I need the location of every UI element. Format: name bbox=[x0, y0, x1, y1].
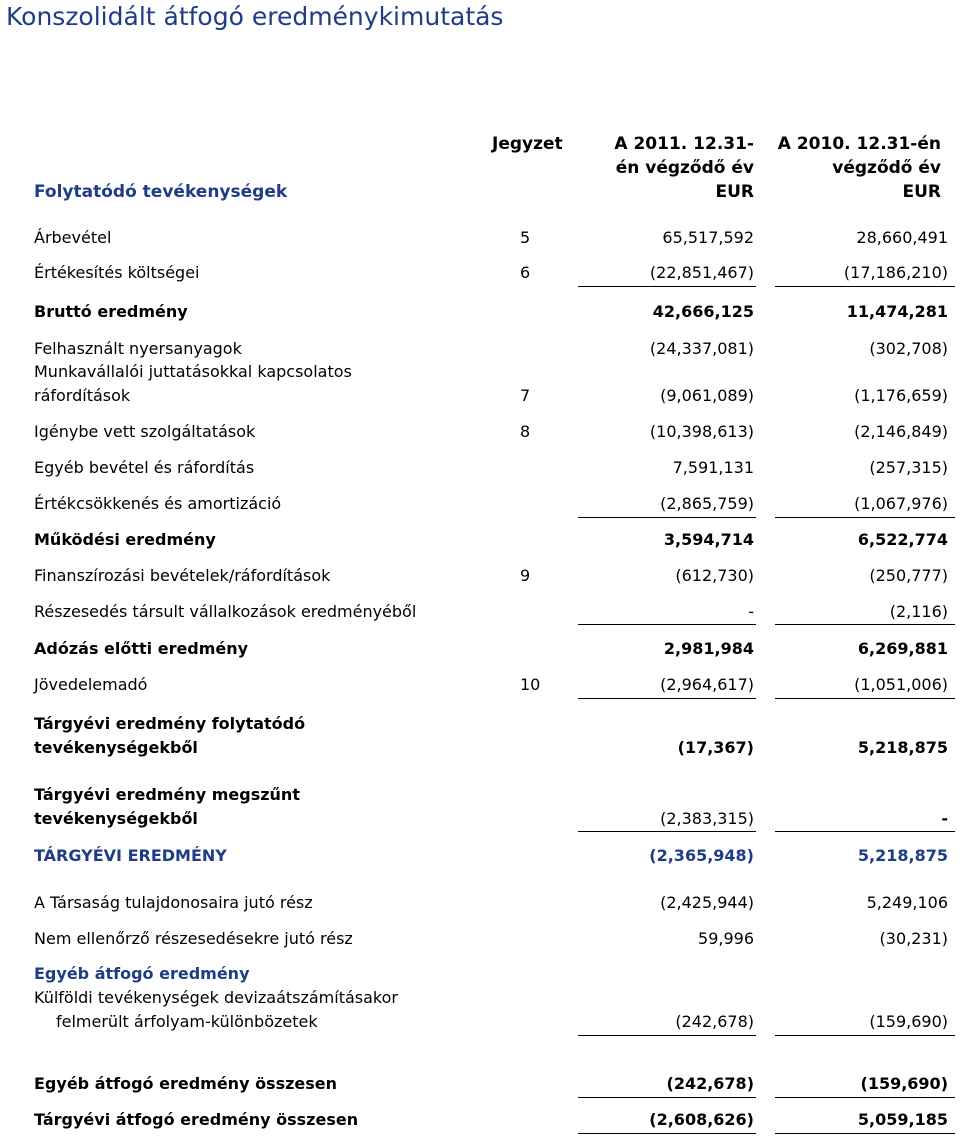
row-continuing-profit bbox=[0, 712, 960, 760]
value-2010: 6,269,881 bbox=[857, 639, 948, 658]
row-employee-expenses bbox=[0, 360, 960, 408]
value-2010: (2,116) bbox=[889, 602, 948, 621]
value-2011: (242,678) bbox=[666, 1074, 754, 1093]
row-label: Egyéb bevétel és ráfordítás bbox=[34, 458, 255, 477]
underline bbox=[775, 831, 955, 832]
note-column-header: Jegyzet bbox=[492, 134, 563, 154]
row-label: Tárgyévi átfogó eredmény összesen bbox=[34, 1110, 359, 1129]
row-label: felmerült árfolyam-különbözetek bbox=[56, 1012, 318, 1031]
row-label: Értékesítés költségei bbox=[34, 263, 200, 282]
underline bbox=[578, 286, 756, 287]
value-2010: (159,690) bbox=[860, 1074, 948, 1093]
value-2011: - bbox=[748, 602, 754, 621]
underline bbox=[775, 1133, 955, 1134]
row-revenue bbox=[0, 226, 960, 250]
row-label: Árbevétel bbox=[34, 228, 112, 247]
value-2011: (22,851,467) bbox=[649, 263, 754, 282]
value-2010: (1,067,976) bbox=[854, 494, 948, 513]
value-2010: 5,249,106 bbox=[866, 893, 948, 912]
value-2011: (2,865,759) bbox=[660, 494, 754, 513]
row-gross-profit bbox=[0, 300, 960, 324]
row-other-income bbox=[0, 456, 960, 480]
value-2010: 5,218,875 bbox=[857, 846, 948, 865]
row-owners-share bbox=[0, 891, 960, 915]
underline bbox=[578, 1097, 756, 1098]
underline bbox=[775, 624, 955, 625]
underline bbox=[578, 517, 756, 518]
row-note: 6 bbox=[520, 263, 531, 282]
underline bbox=[775, 1035, 955, 1036]
row-net-profit bbox=[0, 844, 960, 868]
value-2010: (159,690) bbox=[869, 1012, 948, 1031]
row-raw-materials bbox=[0, 337, 960, 361]
value-2010: (2,146,849) bbox=[854, 422, 948, 441]
underline bbox=[578, 1035, 756, 1036]
row-label: TÁRGYÉVI EREDMÉNY bbox=[34, 846, 227, 865]
value-2010: (17,186,210) bbox=[843, 263, 948, 282]
row-profit-before-tax bbox=[0, 637, 960, 661]
row-label: Egyéb átfogó eredmény összesen bbox=[34, 1074, 338, 1093]
value-2011: (2,383,315) bbox=[660, 809, 754, 828]
value-2011: (242,678) bbox=[675, 1012, 754, 1031]
value-2011: 3,594,714 bbox=[663, 530, 754, 549]
row-operating-profit bbox=[0, 528, 960, 552]
row-label: Tárgyévi eredmény megszűnt bbox=[34, 785, 300, 804]
value-2011: 42,666,125 bbox=[652, 302, 754, 321]
row-label: tevékenységekből bbox=[34, 738, 198, 757]
row-label: Tárgyévi eredmény folytatódó bbox=[34, 714, 306, 733]
column-2010-header bbox=[765, 132, 941, 204]
value-2010: 5,059,185 bbox=[857, 1110, 948, 1129]
row-label: A Társaság tulajdonosaira jutó rész bbox=[34, 893, 313, 912]
value-2011: (2,425,944) bbox=[660, 893, 754, 912]
underline bbox=[578, 624, 756, 625]
row-oci-heading bbox=[0, 962, 960, 986]
page-title: Konszolidált átfogó eredménykimutatás bbox=[6, 2, 504, 31]
value-2010: (250,777) bbox=[869, 566, 948, 585]
column-2011-header-line: én végződő év bbox=[615, 158, 754, 178]
row-note: 10 bbox=[520, 675, 541, 694]
row-label: Részesedés társult vállalkozások eredményéből bbox=[34, 602, 417, 621]
row-oci-total bbox=[0, 1072, 960, 1096]
row-note: 9 bbox=[520, 566, 531, 585]
row-label: ráfordítások bbox=[34, 386, 131, 405]
value-2010: 28,660,491 bbox=[856, 228, 948, 247]
value-2011: 7,591,131 bbox=[672, 458, 754, 477]
section-heading: Folytatódó tevékenységek bbox=[34, 182, 288, 202]
row-label: Működési eredmény bbox=[34, 530, 216, 549]
value-2011: 59,996 bbox=[698, 929, 754, 948]
row-label: Igénybe vett szolgáltatások bbox=[34, 422, 256, 441]
row-label: Külföldi tevékenységek devizaátszámításakor bbox=[34, 988, 398, 1007]
column-2011-header bbox=[580, 132, 754, 204]
row-services bbox=[0, 420, 960, 444]
value-2011: (10,398,613) bbox=[649, 422, 754, 441]
row-finance bbox=[0, 564, 960, 588]
row-label: Értékcsökkenés és amortizáció bbox=[34, 494, 282, 513]
column-2011-header-line: EUR bbox=[715, 182, 754, 202]
row-label: Egyéb átfogó eredmény bbox=[34, 964, 250, 983]
value-2011: 2,981,984 bbox=[663, 639, 754, 658]
value-2011: (2,608,626) bbox=[649, 1110, 754, 1129]
row-note: 7 bbox=[520, 386, 531, 405]
row-label: Jövedelemadó bbox=[34, 675, 148, 694]
underline bbox=[775, 517, 955, 518]
row-associates bbox=[0, 600, 960, 624]
row-label: Nem ellenőrző részesedésekre jutó rész bbox=[34, 929, 353, 948]
row-label: Felhasznált nyersanyagok bbox=[34, 339, 242, 358]
row-non-controlling-share bbox=[0, 927, 960, 951]
underline bbox=[578, 831, 756, 832]
value-2010: (1,176,659) bbox=[854, 386, 948, 405]
value-2010: (257,315) bbox=[869, 458, 948, 477]
row-cost-of-sales bbox=[0, 261, 960, 285]
value-2011: (9,061,089) bbox=[660, 386, 754, 405]
value-2011: 65,517,592 bbox=[662, 228, 754, 247]
value-2011: (24,337,081) bbox=[649, 339, 754, 358]
row-total-comprehensive bbox=[0, 1108, 960, 1132]
column-2010-header-line: végződő év bbox=[832, 158, 941, 178]
row-fx-differences bbox=[0, 986, 960, 1034]
row-depreciation bbox=[0, 492, 960, 516]
value-2010: - bbox=[941, 809, 948, 828]
row-label: Finanszírozási bevételek/ráfordítások bbox=[34, 566, 331, 585]
value-2011: (612,730) bbox=[675, 566, 754, 585]
row-label: Adózás előtti eredmény bbox=[34, 639, 249, 658]
row-income-tax bbox=[0, 673, 960, 697]
value-2010: (302,708) bbox=[869, 339, 948, 358]
value-2010: (1,051,006) bbox=[854, 675, 948, 694]
underline bbox=[775, 698, 955, 699]
value-2011: (2,964,617) bbox=[660, 675, 754, 694]
column-2010-header-line: A 2010. 12.31-én bbox=[777, 134, 941, 154]
row-label: Munkavállalói juttatásokkal kapcsolatos bbox=[34, 362, 352, 381]
column-2011-header-line: A 2011. 12.31- bbox=[614, 134, 754, 154]
row-discontinued-profit bbox=[0, 783, 960, 831]
column-2010-header-line: EUR bbox=[902, 182, 941, 202]
value-2010: (30,231) bbox=[879, 929, 948, 948]
value-2011: (17,367) bbox=[677, 738, 754, 757]
value-2011: (2,365,948) bbox=[649, 846, 754, 865]
underline bbox=[775, 1097, 955, 1098]
value-2010: 11,474,281 bbox=[846, 302, 948, 321]
underline bbox=[578, 1133, 756, 1134]
underline bbox=[578, 698, 756, 699]
row-note: 8 bbox=[520, 422, 531, 441]
row-note: 5 bbox=[520, 228, 531, 247]
value-2010: 5,218,875 bbox=[857, 738, 948, 757]
underline bbox=[775, 286, 955, 287]
row-label: tevékenységekből bbox=[34, 809, 198, 828]
value-2010: 6,522,774 bbox=[857, 530, 948, 549]
row-label: Bruttó eredmény bbox=[34, 302, 188, 321]
